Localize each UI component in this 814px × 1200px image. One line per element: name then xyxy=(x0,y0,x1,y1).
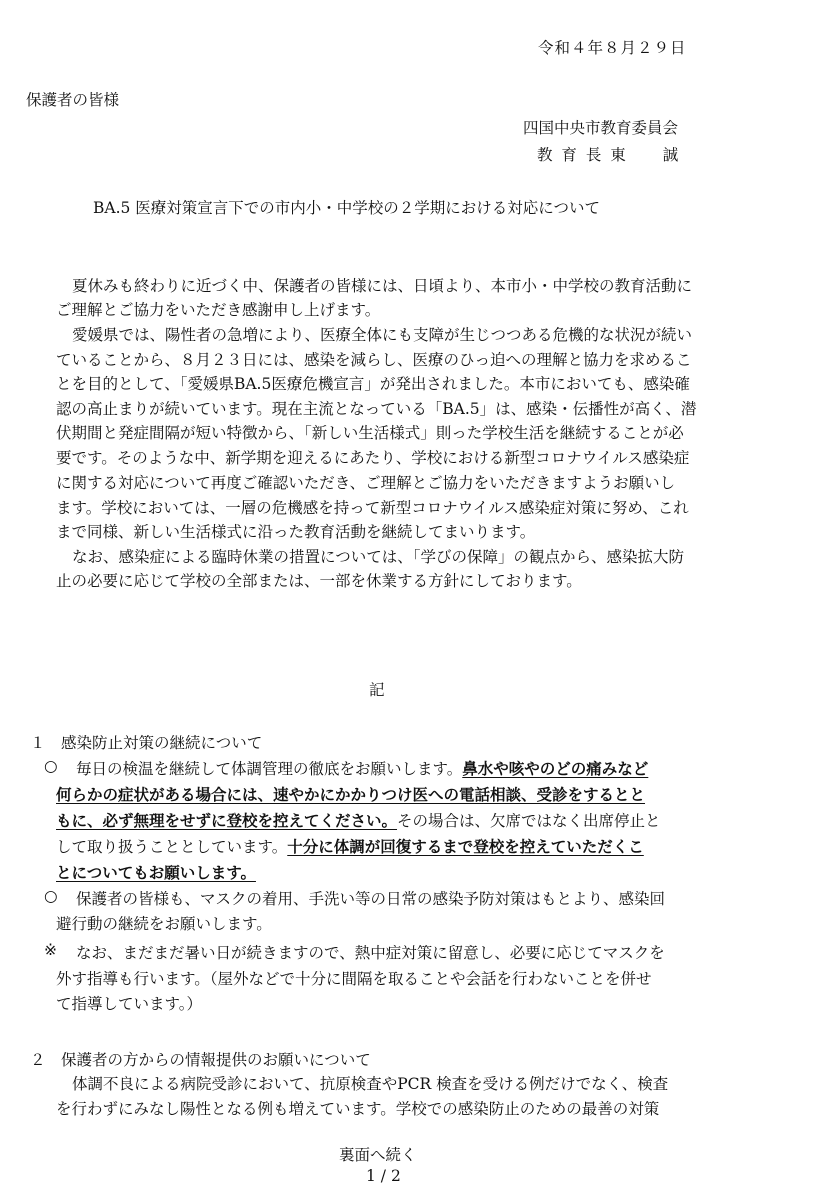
intro-p2-line7: に関する対応について再度ご確認いただき、ご理解とご協力をいただきますようお願いし xyxy=(56,474,676,492)
bullet-a-line5: とについてもお願いします。 xyxy=(56,863,256,882)
bullet-a-line1 xyxy=(76,757,648,779)
ki-marker: 記 xyxy=(369,681,385,699)
continued-notice: 裏面へ続く xyxy=(339,1146,417,1164)
intro-p3-line2: 止の必要に応じて学校の全部または、一部を休業する方針にしております。 xyxy=(56,572,582,590)
intro-p2-line9: まで同様、新しい生活様式に沿った教育活動を継続してまいります。 xyxy=(56,523,536,541)
intro-p2-line4: 認の高止まりが続いています。現在主流となっている「BA.5」は、感染・伝播性が高く、潜 xyxy=(56,400,697,418)
section2-heading: ２ 保護者の方からの情報提供のお願いについて xyxy=(30,1051,371,1069)
recipient: 保護者の皆様 xyxy=(26,91,120,109)
document-date: 令和４年８月２９日 xyxy=(538,39,687,57)
bullet-b-mark: ○ xyxy=(44,887,58,905)
intro-p2-line5: 伏期間と発症間隔が短い特徴から、「新しい生活様式」則った学校生活を継続することが必 xyxy=(56,424,684,442)
bullet-a-line4 xyxy=(56,835,644,857)
intro-p2-line2: ていることから、８月２３日には、感染を減らし、医療のひっ迫への理解と協力を求めるこ xyxy=(56,351,692,369)
intro-p2-line6: 要です。そのような中、新学期を迎えるにあたり、学校における新型コロナウイルス感染症 xyxy=(56,449,690,467)
bullet-a-line3 xyxy=(56,809,661,831)
section2-line2: を行わずにみなし陽性となる例も増えています。学校での感染防止のための最善の対策 xyxy=(56,1100,660,1118)
note-line1: なお、まだまだ暑い日が続きますので、熱中症対策に留意し、必要に応じてマスクを xyxy=(76,944,665,962)
intro-p1-line2: ご理解とご協力をいただき感謝申し上げます。 xyxy=(56,301,381,319)
document-title: BA.5 医療対策宣言下での市内小・中学校の２学期における対応について xyxy=(93,199,600,217)
section2-line1: 体調不良による病院受診において、抗原検査やPCR 検査を受ける例だけでなく、検査 xyxy=(72,1075,669,1093)
bullet-a-line2: 何らかの症状がある場合には、速やかにかかりつけ医への電話相談、受診をするとと xyxy=(56,785,646,804)
intro-p2-line3: とを目的として、「愛媛県BA.5医療危機宣言」が発出されました。本市においても、感染確 xyxy=(56,375,690,393)
bullet-a-line3-bold: もに、必ず無理をせずに登校を控えてください。 xyxy=(56,811,398,830)
note-mark: ※ xyxy=(44,941,57,959)
section1-heading: １ 感染防止対策の継続について xyxy=(30,734,263,752)
bullet-b-line1: 保護者の皆様も、マスクの着用、手洗い等の日常の感染予防対策はもとより、感染回 xyxy=(76,890,666,908)
intro-p2-line8: ます。学校においては、一層の危機感を持って新型コロナウイルス感染症対策に努め、これ xyxy=(56,499,689,517)
sender-organization: 四国中央市教育委員会 xyxy=(523,119,679,137)
intro-p1-line1: 夏休みも終わりに近づく中、保護者の皆様には、日頃より、本市小・中学校の教育活動に xyxy=(72,277,693,295)
bullet-a-mark: ○ xyxy=(44,757,58,775)
intro-p3-line1: なお、感染症による臨時休業の措置については、「学びの保障」の観点から、感染拡大防 xyxy=(72,548,684,566)
note-line2: 外す指導も行います。（屋外などで十分に間隔を取ることや会話を行わないことを併せ xyxy=(56,970,652,988)
intro-p2-line1: 愛媛県では、陽性者の急増により、医療全体にも支障が生じつつある危機的な状況が続い xyxy=(72,326,693,344)
bullet-a-line4-plain: して取り扱うこととしています。 xyxy=(56,838,288,856)
bullet-a-line3-plain: その場合は、欠席ではなく出席停止と xyxy=(397,812,661,830)
bullet-a-line1-bold: 鼻水や咳やのどの痛みなど xyxy=(462,759,649,778)
note-line3: て指導しています。） xyxy=(56,995,203,1013)
bullet-a-line4-bold: 十分に体調が回復するまで登校を控えていただくこ xyxy=(287,837,644,856)
page-number: 1 / 2 xyxy=(366,1167,401,1185)
sender-name: 教 育 長 東 誠 xyxy=(537,146,681,164)
bullet-a-line1-plain: 毎日の検温を継続して体調管理の徹底をお願いします。 xyxy=(76,760,463,778)
bullet-b-line2: 避行動の継続をお願いします。 xyxy=(56,915,272,933)
